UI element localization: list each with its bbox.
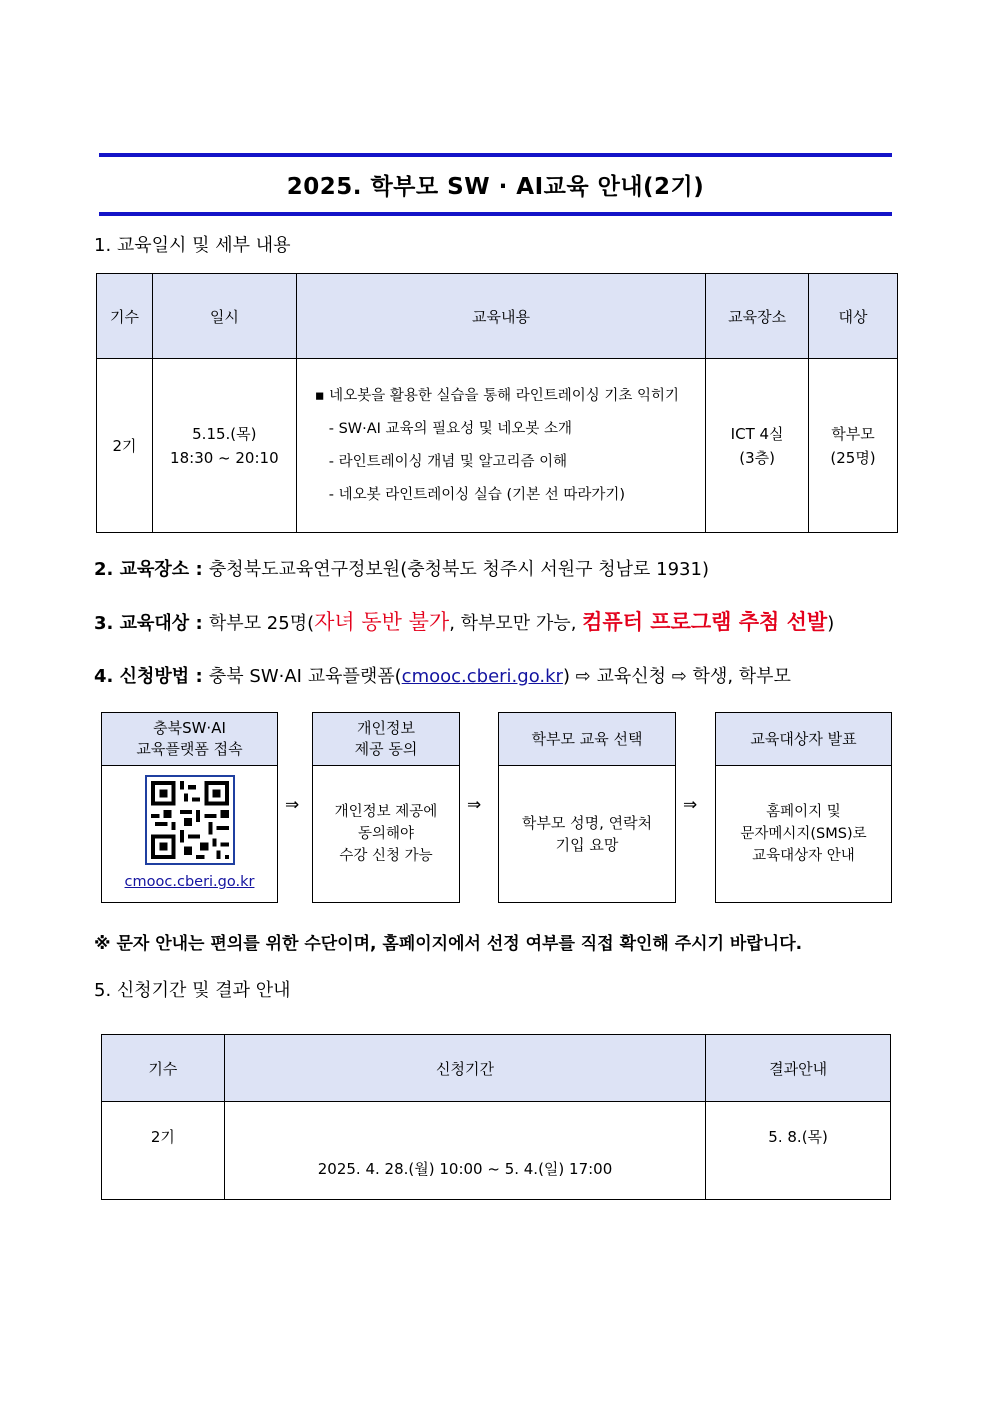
- section2-line: [94, 555, 709, 581]
- arrow-1: ⇒: [285, 795, 300, 815]
- step-2-title-l1: 개인정보: [357, 719, 415, 737]
- content-sub-2: - 라인트레이싱 개념 및 알고리즘 이해: [328, 453, 568, 470]
- step-3-header: 학부모 교육 선택: [499, 713, 675, 766]
- arrow-3: ⇒: [683, 795, 698, 815]
- t2-cell-cohort: 2기: [102, 1102, 225, 1200]
- step-3-body: [499, 766, 675, 902]
- t2-cell-result: 5. 8.(목): [706, 1102, 891, 1200]
- header-target: 대상: [809, 274, 898, 359]
- notice-line: ※ 문자 안내는 편의를 위한 수단이며, 홈페이지에서 선정 여부를 직접 확인해 주시기 바랍니다.: [94, 934, 803, 954]
- step-4-body-l3: 교육대상자 안내: [752, 848, 855, 864]
- cell-target: [809, 359, 898, 533]
- header-content: 교육내용: [296, 274, 705, 359]
- section3-label: 3. 교육대상 :: [94, 613, 209, 634]
- content-main: ▪ 네오봇을 활용한 실습을 통해 라인트레이싱 기초 익히기: [314, 387, 680, 404]
- section3-text1: 학부모 25명(: [208, 613, 315, 634]
- step-2-body-l3: 수강 신청 가능: [339, 848, 433, 864]
- t2-cell-period: 2025. 4. 28.(월) 10:00 ~ 5. 4.(일) 17:00: [224, 1102, 705, 1200]
- target-line2: (25명): [830, 448, 876, 467]
- section4-line: [94, 662, 791, 688]
- section2-value: 충청북도교육연구정보원(충청북도 청주시 서원구 청남로 1931): [208, 559, 709, 580]
- step-2-body-l2: 동의해야: [357, 826, 415, 842]
- qr-code-icon[interactable]: [145, 775, 235, 865]
- section4-label: 4. 신청방법 :: [94, 666, 209, 687]
- section4-text2: ) ⇨ 교육신청 ⇨ 학생, 학부모: [562, 666, 791, 687]
- title-rule-top: [99, 153, 892, 157]
- section4-text1: 충북 SW·AI 교육플랫폼(: [208, 666, 402, 687]
- cell-place: [706, 359, 809, 533]
- step-4-body-l1: 홈페이지 및: [766, 804, 841, 820]
- application-table: [101, 1034, 891, 1200]
- step-1-title-l2: 교육플랫폼 접속: [136, 740, 243, 758]
- header-cohort: 기수: [97, 274, 153, 359]
- step-3-box: [498, 712, 676, 903]
- step-4-body: [716, 766, 891, 902]
- section1-heading: 1. 교육일시 및 세부 내용: [94, 235, 291, 256]
- cell-content: [296, 359, 705, 533]
- step-2-body-l1: 개인정보 제공에: [334, 804, 438, 820]
- arrow-2: ⇒: [467, 795, 482, 815]
- section2-label: 2. 교육장소 :: [94, 559, 209, 580]
- content-sub-3: - 네오봇 라인트레이싱 실습 (기본 선 따라가기): [328, 486, 626, 503]
- step-3-body-l1: 학부모 성명, 연락처: [521, 814, 653, 832]
- title-rule-bottom: [99, 212, 892, 216]
- step-1-body: [102, 766, 277, 902]
- section3-text2: , 학부모만 가능,: [449, 613, 583, 634]
- cell-cohort: 2기: [97, 359, 153, 533]
- header-place: 교육장소: [706, 274, 809, 359]
- cell-time: 18:30 ~ 20:10: [170, 448, 279, 467]
- place-line2: (3층): [739, 448, 775, 467]
- step-1-box: [101, 712, 278, 903]
- step-2-box: [312, 712, 460, 903]
- t2-header-cohort: 기수: [102, 1035, 225, 1102]
- t2-header-result: 결과안내: [706, 1035, 891, 1102]
- section3-line: [94, 606, 834, 636]
- step-2-title-l2: 제공 동의: [354, 740, 418, 758]
- step-3-body-l2: 기입 요망: [555, 836, 619, 854]
- section3-red2: 컴퓨터 프로그램 추첨 선발: [582, 610, 828, 634]
- page-title: 2025. 학부모 SW · AI교육 안내(2기): [286, 174, 705, 200]
- target-line1: 학부모: [831, 424, 875, 443]
- section5-heading: 5. 신청기간 및 결과 안내: [94, 980, 291, 1001]
- content-sub-1: - SW·AI 교육의 필요성 및 네오봇 소개: [328, 420, 573, 437]
- step-1-url[interactable]: cmooc.cberi.go.kr: [124, 874, 255, 890]
- schedule-table: [96, 273, 898, 533]
- step-2-header: [313, 713, 459, 766]
- place-line1: ICT 4실: [730, 424, 784, 443]
- cell-datetime: [152, 359, 296, 533]
- cell-date: 5.15.(목): [192, 424, 257, 443]
- step-4-header: 교육대상자 발표: [716, 713, 891, 766]
- step-4-box: [715, 712, 892, 903]
- step-1-header: [102, 713, 277, 766]
- platform-link[interactable]: cmooc.cberi.go.kr: [401, 666, 563, 687]
- t2-header-period: 신청기간: [224, 1035, 705, 1102]
- step-1-title-l1: 충북SW·AI: [153, 719, 226, 737]
- header-date: 일시: [152, 274, 296, 359]
- step-2-body: [313, 766, 459, 902]
- step-4-body-l2: 문자메시지(SMS)로: [740, 826, 867, 842]
- section3-red1: 자녀 동반 불가: [314, 610, 450, 634]
- section3-text3: ): [827, 613, 835, 634]
